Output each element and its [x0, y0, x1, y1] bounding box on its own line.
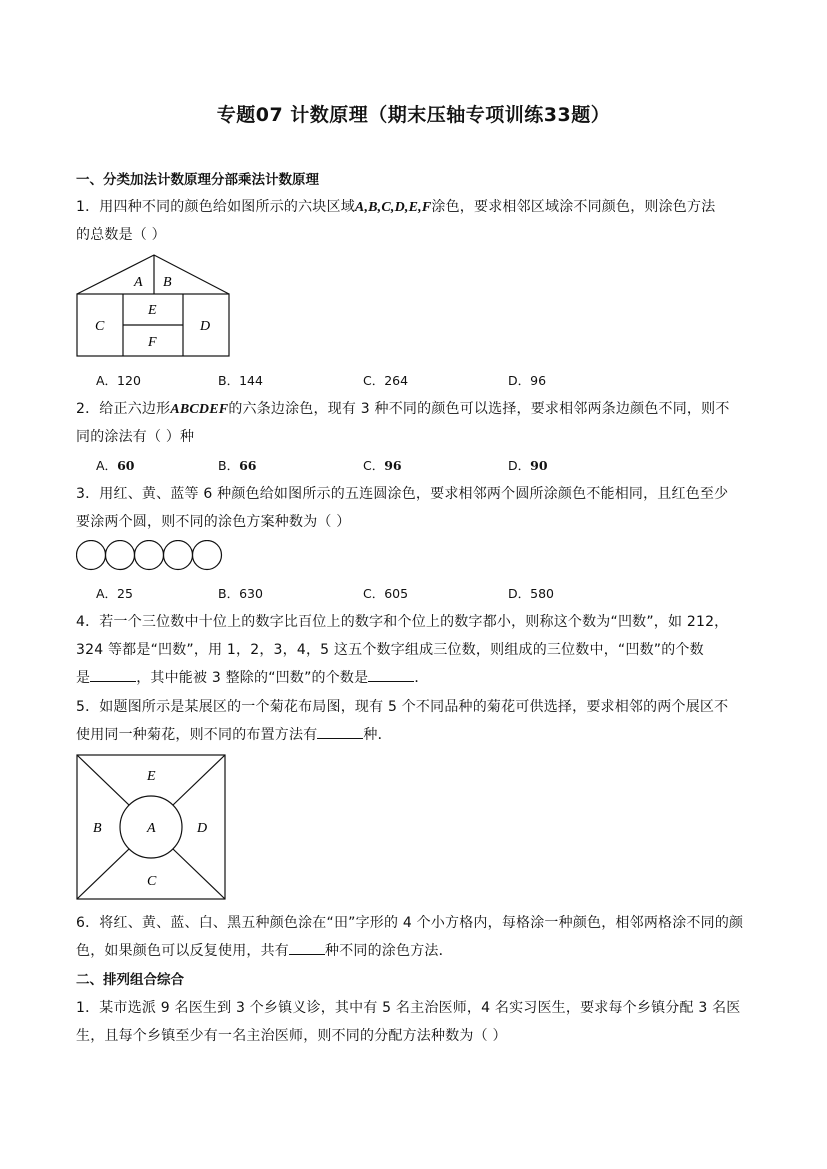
region-label-b: B	[163, 275, 172, 290]
q2-option-b-letter: B．	[218, 458, 240, 473]
q2-option-c[interactable]	[363, 456, 402, 474]
section-heading-2: 二、排列组合综合	[76, 972, 184, 988]
diag-top-right	[173, 755, 225, 805]
q2-line1	[76, 398, 730, 418]
q2-line2: 同的涂法有（ ）种	[76, 429, 195, 445]
q2-option-d[interactable]	[508, 456, 548, 474]
diag-top-left	[77, 755, 129, 805]
region-label-e: E	[148, 303, 157, 318]
q2-option-d-letter: D．	[508, 458, 531, 473]
q1-option-c[interactable]: C．264	[363, 373, 409, 388]
circle-3	[135, 541, 164, 570]
q5-exhibition-layout-figure	[76, 754, 228, 902]
q1-house-figure	[76, 254, 232, 360]
section-heading-1: 一、分类加法计数原理分部乘法计数原理	[76, 172, 319, 188]
q3-line1: 3．用红、黄、蓝等 6 种颜色给如图所示的五连圆涂色，要求相邻两个圆所涂颜色不能相同，且红色至少	[76, 486, 729, 502]
q6-text-b: 种不同的涂色方法．	[325, 943, 453, 959]
q2-option-d-value: 90	[530, 458, 548, 473]
circle-5	[193, 541, 222, 570]
q2-text-pre: 2．给正六边形	[76, 401, 171, 417]
q2-hexagon-vars: ABCDEF	[170, 402, 229, 417]
q4-answer-blank-2[interactable]	[368, 667, 414, 682]
q6-answer-blank[interactable]	[289, 940, 325, 955]
q3-option-c[interactable]: C．605	[363, 586, 409, 601]
q1-line2: 的总数是（ ）	[76, 227, 166, 243]
s2-q1-line1: 1．某市选派 9 名医生到 3 个乡镇义诊，其中有 5 名主治医师，4 名实习医生，要求每个乡镇分配 3 名医	[76, 1000, 741, 1016]
area-label-e: E	[147, 769, 156, 784]
q2-option-b-value: 66	[239, 458, 257, 473]
q1-text-pre: 1．用四种不同的颜色给如图所示的六块区域	[76, 199, 355, 215]
q2-option-c-letter: C．	[363, 458, 385, 473]
q4-line1: 4．若一个三位数中十位上的数字比百位上的数字和个位上的数字都小，则称这个数为“凹数”，如 212，	[76, 614, 729, 630]
q4-text-c: ．	[414, 670, 429, 686]
q5-line1: 5．如题图所示是某展区的一个菊花布局图，现有 5 个不同品种的菊花可供选择，要求相邻的两个展区不	[76, 699, 729, 715]
area-label-d: D	[197, 821, 208, 836]
q3-line2: 要涂两个圆，则不同的涂色方案种数为（ ）	[76, 514, 351, 530]
q1-option-b[interactable]: B．144	[218, 373, 263, 388]
q6-line2	[76, 940, 453, 960]
q4-line2: 324 等都是“凹数”，用 1，2，3，4，5 这五个数字组成三位数，则组成的三位数中，“凹数”的个数	[76, 642, 704, 658]
q3-option-a[interactable]: A．25	[96, 586, 133, 601]
q2-option-b[interactable]	[218, 456, 256, 474]
region-label-c: C	[95, 319, 105, 334]
q5-line2	[76, 724, 392, 744]
area-label-a: A	[147, 821, 156, 836]
q5-text-a: 使用同一种菊花，则不同的布置方法有	[76, 727, 318, 743]
region-label-d: D	[200, 319, 211, 334]
area-label-c: C	[147, 874, 157, 889]
s2-q1-line2: 生，且每个乡镇至少有一名主治医师，则不同的分配方法种数为（ ）	[76, 1028, 507, 1044]
region-label-f: F	[148, 335, 157, 350]
q3-option-b[interactable]: B．630	[218, 586, 263, 601]
q4-answer-blank-1[interactable]	[90, 667, 136, 682]
roof-outline	[77, 255, 229, 294]
diag-bottom-left	[77, 849, 129, 899]
q4-text-a: 是	[76, 670, 91, 686]
q6-text-a: 色，如果颜色可以反复使用，共有	[76, 943, 289, 959]
q6-line1: 6．将红、黄、蓝、白、黑五种颜色涂在“田”字形的 4 个小方格内，每格涂一种颜色，相邻两格涂不同的颜	[76, 915, 744, 931]
q3-five-circles-figure	[76, 540, 226, 572]
q5-answer-blank[interactable]	[317, 724, 363, 739]
circle-4	[164, 541, 193, 570]
page-title: 专题07 计数原理（期末压轴专项训练33题）	[216, 104, 611, 126]
q4-text-b: ，其中能被 3 整除的“凹数”的个数是	[136, 670, 369, 686]
q1-region-vars: A,B,C,D,E,F	[354, 200, 432, 215]
q2-option-c-value: 96	[384, 458, 402, 473]
region-label-a: A	[134, 275, 143, 290]
circle-2	[106, 541, 135, 570]
q1-option-a[interactable]: A．120	[96, 373, 141, 388]
q5-text-b: 种．	[363, 727, 392, 743]
q4-line3	[76, 667, 429, 687]
area-label-b: B	[93, 821, 102, 836]
q1-text-post: 涂色，要求相邻区域涂不同颜色，则涂色方法	[431, 199, 716, 215]
q3-option-d[interactable]: D．580	[508, 586, 554, 601]
q2-option-a-value: 60	[117, 458, 135, 473]
q1-line1	[76, 196, 715, 216]
q2-text-post: 的六条边涂色，现有 3 种不同的颜色可以选择，要求相邻两条边颜色不同，则不	[228, 401, 730, 417]
circle-1	[77, 541, 106, 570]
q2-option-a[interactable]	[96, 456, 134, 474]
diag-bottom-right	[173, 849, 225, 899]
q1-option-d[interactable]: D．96	[508, 373, 547, 388]
q2-option-a-letter: A．	[96, 458, 118, 473]
